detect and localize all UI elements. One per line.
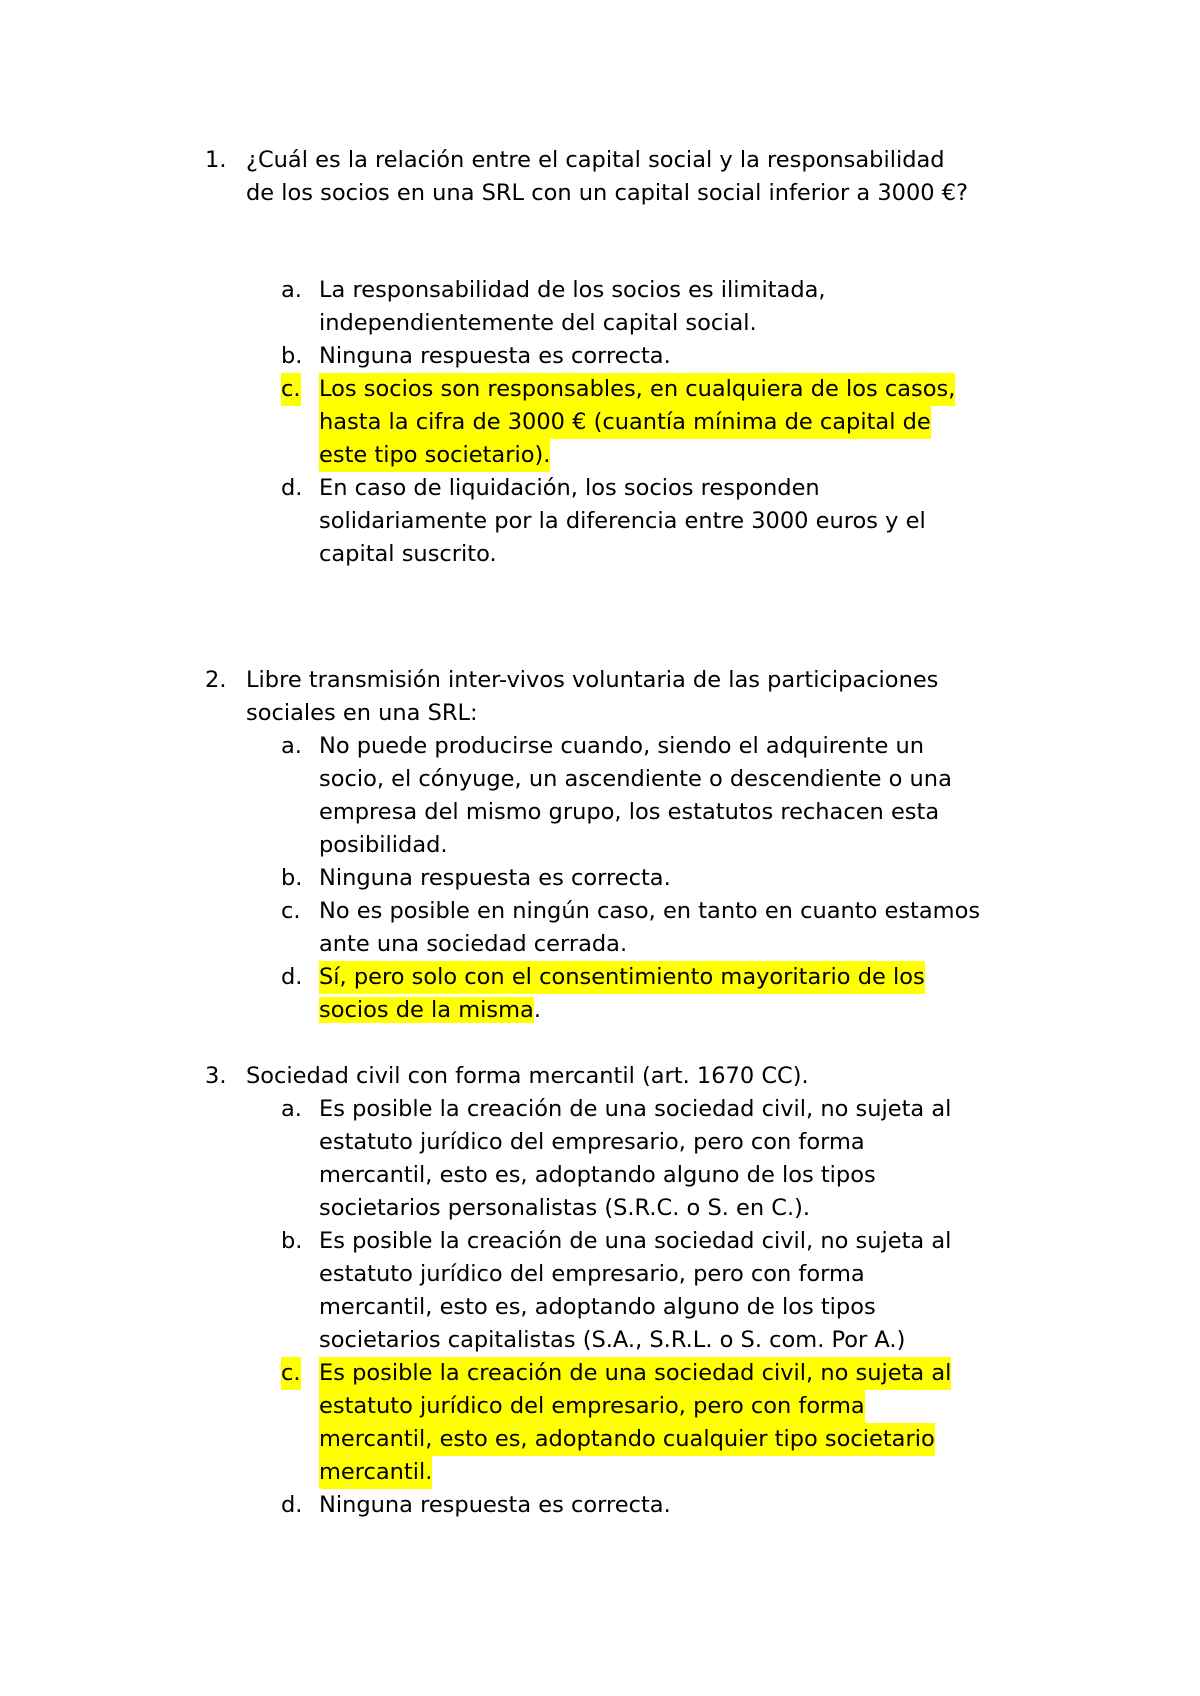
option-text-line-highlighted: Sí, pero solo con el consentimiento mayoritario de los (319, 961, 925, 994)
option-text-line: mercantil, esto es, adoptando alguno de los tipos (319, 1162, 876, 1188)
option-text-line: empresa del mismo grupo, los estatutos rechacen esta (319, 799, 940, 825)
option-letter: d. (281, 1492, 303, 1518)
option-text-line: En caso de liquidación, los socios responden (319, 475, 820, 501)
option-letter: c. (281, 898, 301, 924)
option-letter-highlighted: c. (281, 373, 301, 406)
option-text-line: No es posible en ningún caso, en tanto en cuanto estamos (319, 898, 981, 924)
option-text-line-highlighted: mercantil, esto es, adoptando cualquier tipo societario (319, 1423, 935, 1456)
question-text-line: Sociedad civil con forma mercantil (art. 1670 CC). (246, 1063, 809, 1089)
option-text-line: Ninguna respuesta es correcta. (319, 1492, 671, 1518)
option-text-line: Es posible la creación de una sociedad civil, no sujeta al (319, 1096, 952, 1122)
option-text-line-highlighted: este tipo societario). (319, 439, 550, 472)
option-letter-highlighted: c. (281, 1357, 301, 1390)
highlighted-span: socios de la misma (319, 997, 534, 1023)
question-text-line: de los socios en una SRL con un capital social inferior a 3000 €? (246, 180, 969, 206)
question-text-line: sociales en una SRL: (246, 700, 478, 726)
option-text-line-highlighted: mercantil. (319, 1456, 432, 1489)
option-text-line: capital suscrito. (319, 541, 497, 567)
question-text-line: Libre transmisión inter-vivos voluntaria de las participaciones (246, 667, 939, 693)
option-text-line: estatuto jurídico del empresario, pero con forma (319, 1261, 865, 1287)
option-text-line: Ninguna respuesta es correcta. (319, 343, 671, 369)
option-text-line: solidariamente por la diferencia entre 3000 euros y el (319, 508, 926, 534)
option-text-line: ante una sociedad cerrada. (319, 931, 628, 957)
option-letter: b. (281, 343, 303, 369)
option-text-line: posibilidad. (319, 832, 448, 858)
option-text-line-highlighted: Los socios son responsables, en cualquiera de los casos, (319, 373, 955, 406)
option-text-line: societarios capitalistas (S.A., S.R.L. o S. com. Por A.) (319, 1327, 906, 1353)
option-letter: b. (281, 865, 303, 891)
option-text-line: La responsabilidad de los socios es ilimitada, (319, 277, 826, 303)
option-letter: a. (281, 733, 302, 759)
option-letter: a. (281, 277, 302, 303)
option-text-line: No puede producirse cuando, siendo el adquirente un (319, 733, 924, 759)
option-text-line: Es posible la creación de una sociedad civil, no sujeta al (319, 1228, 952, 1254)
option-text-line-highlighted: Es posible la creación de una sociedad civil, no sujeta al (319, 1357, 951, 1390)
option-text-line: socio, el cónyuge, un ascendiente o descendiente o una (319, 766, 952, 792)
option-letter: d. (281, 475, 303, 501)
question-text-line: ¿Cuál es la relación entre el capital social y la responsabilidad (246, 147, 945, 173)
option-text-line: estatuto jurídico del empresario, pero con forma (319, 1129, 865, 1155)
question-number: 2. (205, 667, 227, 693)
option-text-line-highlighted (319, 994, 541, 1027)
option-text-line: Ninguna respuesta es correcta. (319, 865, 671, 891)
option-letter: b. (281, 1228, 303, 1254)
option-letter: a. (281, 1096, 302, 1122)
option-text-line-highlighted: hasta la cifra de 3000 € (cuantía mínima de capital de (319, 406, 931, 439)
option-text-line-highlighted: estatuto jurídico del empresario, pero con forma (319, 1390, 865, 1423)
trailing-period: . (533, 997, 541, 1023)
question-number: 3. (205, 1063, 227, 1089)
option-text-line: independientemente del capital social. (319, 310, 757, 336)
option-text-line: societarios personalistas (S.R.C. o S. en C.). (319, 1195, 811, 1221)
option-letter: d. (281, 964, 303, 990)
question-number: 1. (205, 147, 227, 173)
option-text-line: mercantil, esto es, adoptando alguno de los tipos (319, 1294, 876, 1320)
